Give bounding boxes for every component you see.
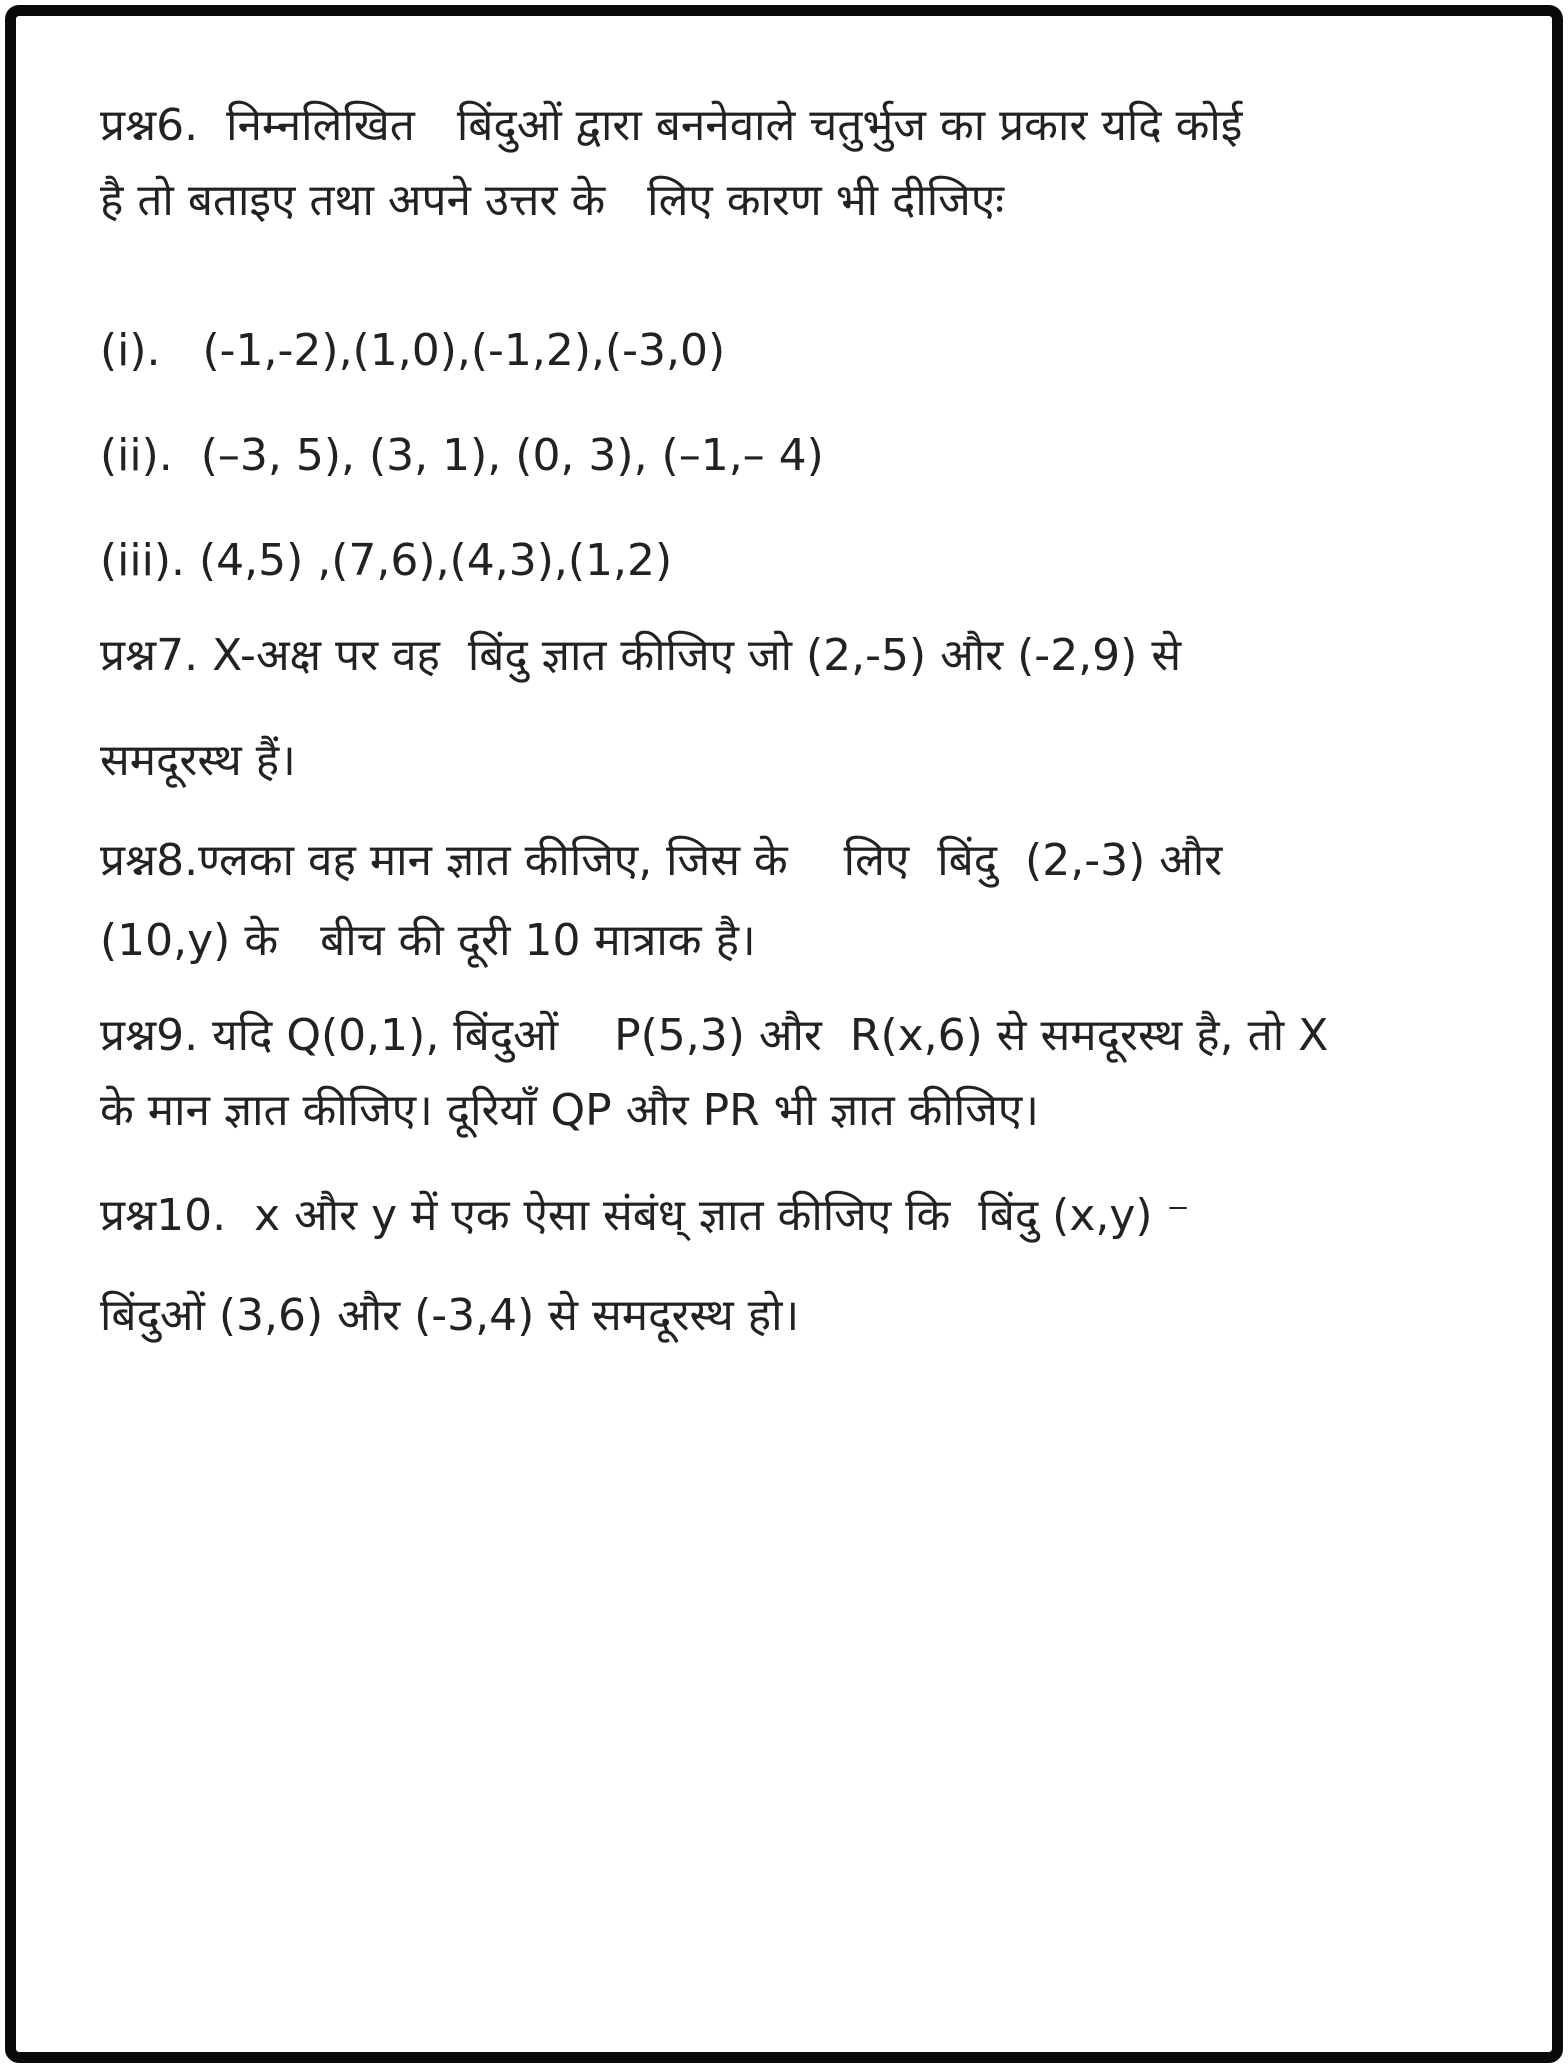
- question-8-line-1: प्रश्न8.ण्लका वह मान ज्ञात कीजिए, जिस के लिए बिंदु (2,-3) और: [100, 835, 1223, 886]
- question-9-line-1: प्रश्न9. यदि Q(0,1), बिंदुओं P(5,3) और R(x,6) से समदूरस्थ है, तो X: [100, 1010, 1329, 1061]
- question-10-line-1: प्रश्न10. x और y में एक ऐसा संबंध् ज्ञात कीजिए कि बिंदु (x,y) ⁻: [100, 1190, 1190, 1241]
- question-7-line-2: समदूरस्थ हैं।: [100, 735, 296, 786]
- question-6-item-ii: (ii). (–3, 5), (3, 1), (0, 3), (–1,– 4): [100, 430, 824, 481]
- question-10-line-2: बिंदुओं (3,6) और (-3,4) से समदूरस्थ हो।: [100, 1290, 800, 1341]
- question-9-line-2: के मान ज्ञात कीजिए। दूरियाँ QP और PR भी ज्ञात कीजिए।: [100, 1085, 1039, 1136]
- question-7-line-1: प्रश्न7. X-अक्ष पर वह बिंदु ज्ञात कीजिए जो (2,-5) और (-2,9) से: [100, 630, 1182, 681]
- question-6-item-i: (i). (-1,-2),(1,0),(-1,2),(-3,0): [100, 325, 726, 376]
- question-6-line-1: प्रश्न6. निम्नलिखित बिंदुओं द्वारा बननेवाले चतुर्भुज का प्रकार यदि कोई: [100, 100, 1243, 151]
- question-8-line-2: (10,y) के बीच की दूरी 10 मात्राक है।: [100, 915, 756, 966]
- question-6-item-iii: (iii). (4,5) ,(7,6),(4,3),(1,2): [100, 535, 673, 586]
- question-6-line-2: है तो बताइए तथा अपने उत्तर के लिए कारण भी दीजिएः: [100, 175, 1005, 226]
